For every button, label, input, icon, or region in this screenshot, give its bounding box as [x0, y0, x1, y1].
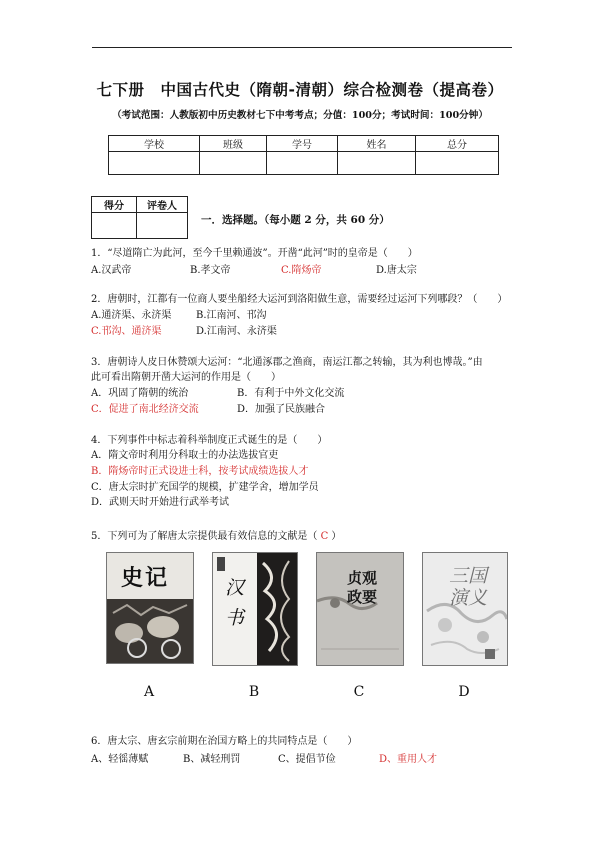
book-cover-hanshu[interactable]	[212, 552, 298, 666]
question-4-option-a[interactable]: A．隋文帝时利用分科取士的办法选拔官吏	[91, 450, 279, 461]
question-1-option-c[interactable]: C.隋炀帝	[281, 265, 322, 276]
info-cell-number[interactable]	[267, 152, 338, 175]
book-title-hanshu: 汉书	[225, 577, 245, 629]
book-label-a: A	[143, 684, 155, 700]
question-6-option-d[interactable]: D、重用人才	[379, 754, 438, 765]
question-2-stem: 2．唐朝时，江都有一位商人要坐船经大运河到洛阳做生意，需要经过运河下列哪段？（ ）	[91, 294, 508, 305]
book-cover-shiji[interactable]	[106, 552, 194, 664]
question-5-stem-end: ）	[331, 531, 342, 542]
score-header-score: 得分	[92, 197, 137, 213]
question-5-stem-text: 5．下列可为了解唐太宗提供最有效信息的文献是（	[91, 531, 318, 542]
question-1-option-b[interactable]: B.孝文帝	[190, 265, 231, 276]
info-header-school: 学校	[109, 136, 200, 152]
question-2-option-d[interactable]: D.江南河、永济渠	[196, 326, 277, 337]
question-6-option-b[interactable]: B、减轻刑罚	[183, 754, 241, 765]
info-header-number: 学号	[267, 136, 338, 152]
question-2-option-b[interactable]: B.江南河、邗沟	[196, 310, 267, 321]
question-4-option-d[interactable]: D．武则天时开始进行武举考试	[91, 497, 230, 508]
question-6-option-c[interactable]: C、提倡节俭	[278, 754, 336, 765]
book-title-zhenguan: 贞观政要	[347, 569, 378, 606]
question-6-option-a[interactable]: A、轻徭薄赋	[91, 754, 149, 765]
question-6-stem: 6．唐太宗、唐玄宗前期在治国方略上的共同特点是（ ）	[91, 736, 358, 747]
info-header-total: 总分	[416, 136, 499, 152]
score-table	[91, 196, 188, 239]
book-title-shiji: 史记	[121, 565, 170, 591]
question-2-option-c[interactable]: C.邗沟、通济渠	[91, 326, 162, 337]
question-5-stem	[91, 527, 341, 542]
book-label-d: D	[458, 684, 470, 700]
question-3-option-c[interactable]: C．促进了南北经济交流	[91, 404, 199, 415]
info-cell-name[interactable]	[338, 152, 416, 175]
question-4-stem: 4．下列事件中标志着科举制度正式诞生的是（ ）	[91, 435, 328, 446]
question-4-option-b[interactable]: B．隋炀帝时正式设进士科，按考试成绩选拔人才	[91, 466, 309, 477]
question-3-option-b[interactable]: B．有利于中外文化交流	[237, 388, 345, 399]
question-1-option-a[interactable]: A.汉武帝	[91, 265, 132, 276]
info-header-name: 姓名	[338, 136, 416, 152]
question-1-stem: 1．“尽道隋亡为此河，至今千里赖通波”。开凿“此河”时的皇帝是（ ）	[91, 248, 418, 259]
student-info-table	[108, 135, 499, 175]
question-3-option-d[interactable]: D．加强了民族融合	[237, 404, 326, 415]
info-cell-total[interactable]	[416, 152, 499, 175]
score-cell-grader[interactable]	[137, 213, 188, 239]
info-header-class: 班级	[200, 136, 267, 152]
score-header-grader: 评卷人	[137, 197, 188, 213]
book-label-b: B	[248, 684, 260, 700]
question-4-option-c[interactable]: C．唐太宗时扩充国学的规模，扩建学舍，增加学员	[91, 482, 319, 493]
question-1-option-d[interactable]: D.唐太宗	[376, 265, 417, 276]
question-3-stem-continued: 此可看出隋朝开凿大运河的作用是（ ）	[91, 372, 281, 383]
question-3-option-a[interactable]: A．巩固了隋朝的统治	[91, 388, 189, 399]
question-2-option-a[interactable]: A.通济渠、永济渠	[91, 310, 172, 321]
header-rule	[92, 47, 512, 48]
page-subtitle: （考试范围：人教版初中历史教材七下中考考点；分值：100分；考试时间：100分钟）	[112, 110, 488, 121]
score-cell-score[interactable]	[92, 213, 137, 239]
book-title-sanguo: 三国演义	[449, 565, 488, 609]
book-cover-zhenguan[interactable]	[316, 552, 404, 666]
question-5-answer: C	[320, 531, 329, 542]
info-cell-school[interactable]	[109, 152, 200, 175]
question-3-stem: 3．唐朝诗人皮日休赞颂大运河：“北通涿郡之渔商，南运江都之转输，其为利也博哉。”由	[91, 357, 483, 368]
section-title: 一．选择题。（每小题 2 分，共 60 分）	[201, 214, 390, 226]
page-title: 七下册 中国古代史（隋朝-清朝）综合检测卷（提高卷）	[96, 81, 504, 99]
book-cover-sanguo[interactable]	[422, 552, 508, 666]
info-cell-class[interactable]	[200, 152, 267, 175]
book-label-c: C	[353, 684, 365, 700]
